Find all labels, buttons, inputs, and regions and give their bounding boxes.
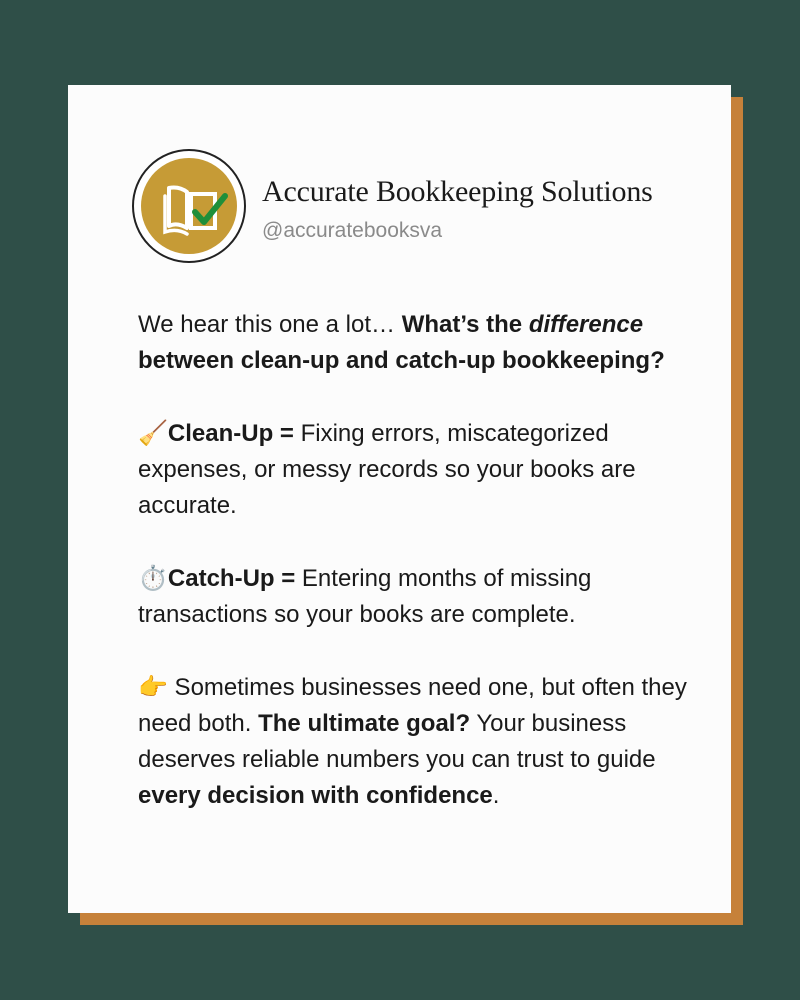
catchup-term: Catch-Up = (167, 565, 296, 592)
catchup-definition: Entering months of missing transactions so your books are complete. (138, 565, 592, 628)
broom-icon: 🧹 (138, 419, 168, 447)
closing-paragraph: 👉 Sometimes businesses need one, but often they need both. The ultimate goal? Your business deserves reliable numbers you can trust to guide every decision with confidence. (138, 673, 687, 809)
post-body (138, 307, 698, 814)
catchup-paragraph (138, 560, 698, 633)
profile-header (132, 149, 712, 269)
intro-paragraph: We hear this one a lot… What’s the difference between clean-up and catch-up bookkeeping? (138, 311, 665, 374)
account-name[interactable]: Accurate Bookkeeping Solutions (262, 175, 653, 208)
account-handle[interactable]: @accuratebooksva (262, 219, 443, 242)
post-card (68, 85, 731, 913)
cleanup-term: Clean-Up = (167, 420, 294, 447)
stopwatch-icon: ⏱️ (138, 564, 168, 592)
avatar[interactable] (132, 149, 246, 263)
cleanup-paragraph (138, 415, 698, 524)
book-checkmark-logo-icon (141, 158, 237, 254)
cleanup-definition: Fixing errors, miscategorized expenses, or messy records so your books are accurate. (138, 420, 636, 519)
pointing-hand-icon: 👉 (138, 673, 168, 701)
